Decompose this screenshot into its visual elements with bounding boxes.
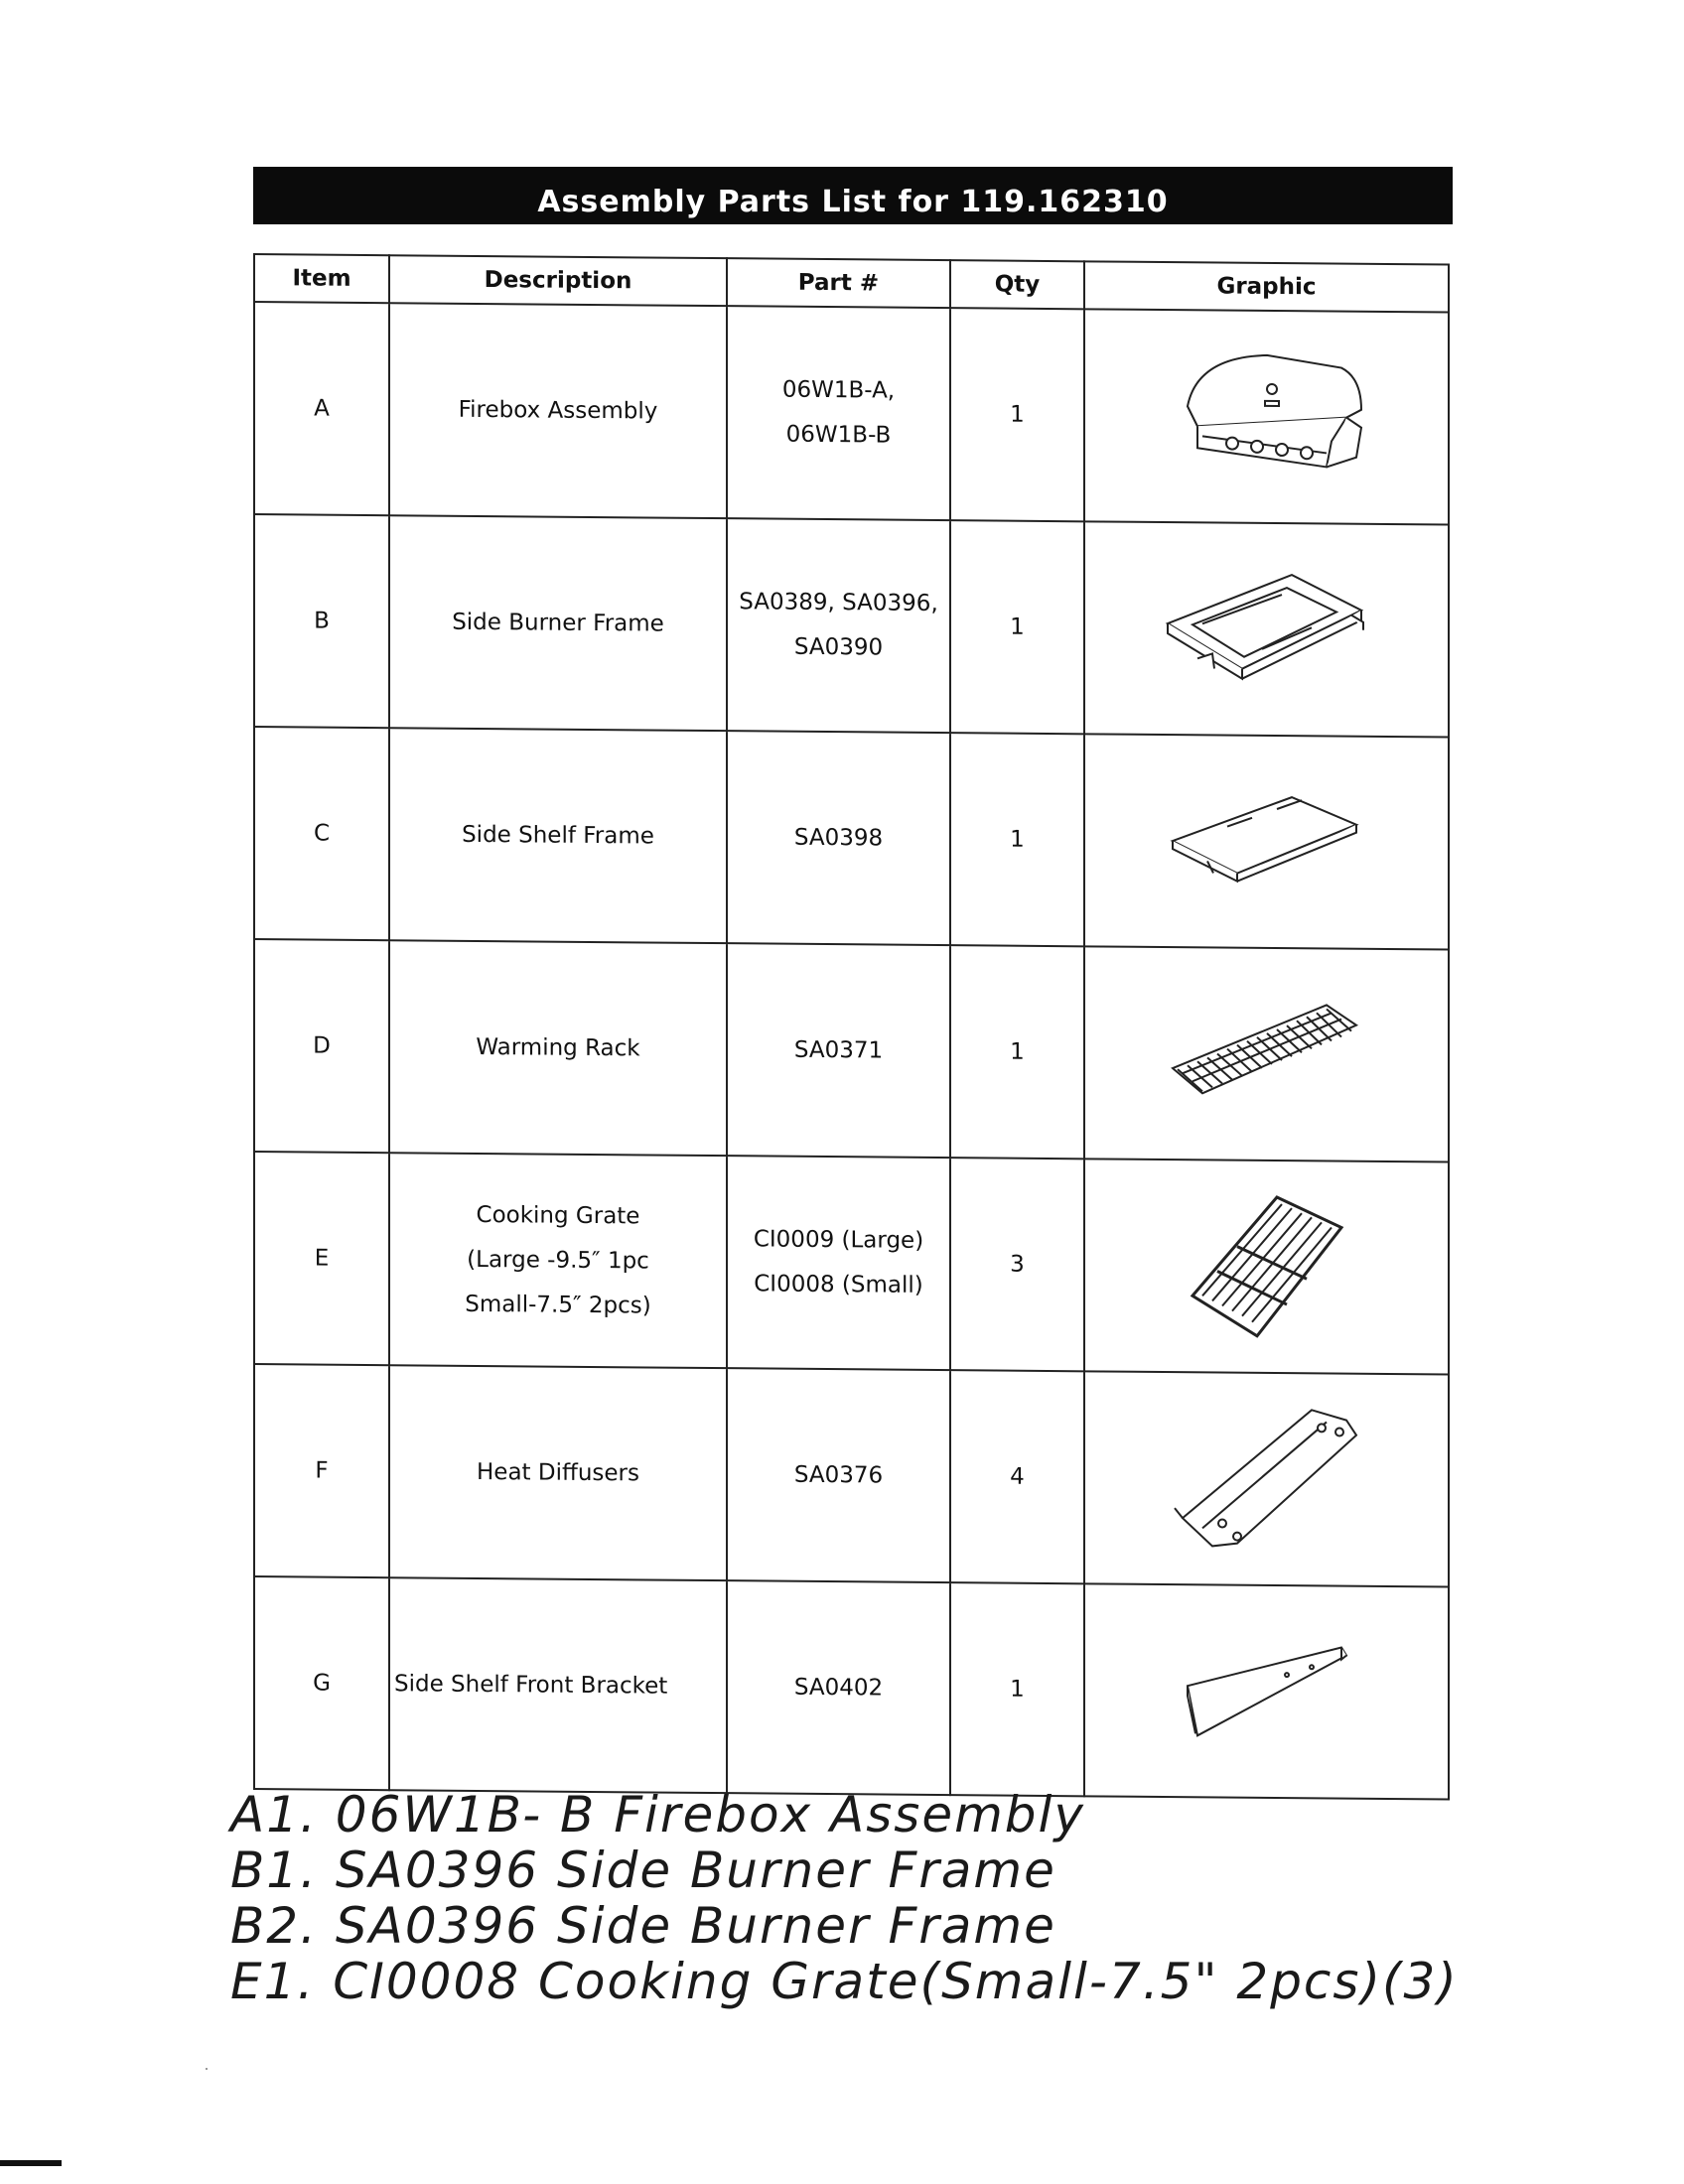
part-cell	[727, 518, 950, 733]
qty-cell: 1	[950, 945, 1084, 1159]
description-line: Side Shelf Front Bracket	[394, 1670, 668, 1700]
description-cell	[389, 1153, 727, 1368]
warming-rack-icon	[1158, 994, 1376, 1115]
bracket-icon	[1168, 1636, 1366, 1747]
cooking-grate-icon	[1168, 1176, 1366, 1357]
qty-cell: 1	[950, 733, 1084, 946]
qty-cell: 1	[950, 520, 1084, 734]
column-header-item: Item	[254, 254, 389, 303]
column-header-qty: Qty	[950, 260, 1084, 309]
table-row	[254, 1364, 1449, 1586]
table-row	[254, 939, 1449, 1161]
part-cell	[727, 306, 950, 520]
graphic-cell	[1084, 521, 1449, 737]
graphic-cell	[1084, 1371, 1449, 1586]
table-row	[254, 514, 1449, 737]
description-cell	[389, 728, 727, 943]
part-line: 06W1B-A,	[781, 376, 896, 404]
part-cell	[727, 943, 950, 1158]
graphic-cell	[1084, 946, 1449, 1161]
qty-cell: 1	[950, 1582, 1084, 1796]
side-shelf-icon	[1158, 781, 1376, 902]
table-row	[254, 1576, 1449, 1799]
part-cell	[727, 731, 950, 945]
part-line: SA0402	[793, 1674, 884, 1702]
table-row	[254, 302, 1449, 524]
graphic-cell	[1084, 734, 1449, 949]
page-title: Assembly Parts List for 119.162310	[537, 185, 1169, 219]
part-line: SA0376	[793, 1461, 884, 1489]
column-header-description: Description	[389, 255, 727, 306]
title-bar	[253, 167, 1453, 224]
scan-speck	[206, 2068, 208, 2070]
description-cell	[389, 515, 727, 731]
graphic-cell	[1084, 1583, 1449, 1799]
description-line: Small-7.5″ 2pcs)	[465, 1291, 651, 1318]
scan-corner-mark	[0, 2160, 62, 2166]
column-header-part: Part #	[727, 258, 950, 308]
handwritten-notes	[230, 1787, 1521, 2009]
item-cell: B	[254, 514, 389, 728]
item-cell: E	[254, 1152, 389, 1365]
grill-firebox-icon	[1158, 337, 1376, 497]
side-burner-frame-icon	[1153, 559, 1381, 700]
qty-cell: 4	[950, 1370, 1084, 1583]
description-line: Side Burner Frame	[452, 609, 664, 637]
table-row	[254, 727, 1449, 949]
description-line: Heat Diffusers	[477, 1458, 639, 1486]
parts-table	[253, 253, 1450, 1801]
part-cell	[727, 1368, 950, 1582]
description-cell	[389, 940, 727, 1156]
description-line: Side Shelf Frame	[462, 821, 654, 850]
note-line: B1. SA0396 Side Burner Frame	[230, 1842, 1056, 1899]
item-cell: A	[254, 302, 389, 515]
description-line: Firebox Assembly	[458, 396, 658, 425]
item-cell: G	[254, 1576, 389, 1790]
qty-cell: 3	[950, 1158, 1084, 1371]
graphic-cell	[1084, 1159, 1449, 1374]
description-cell	[389, 303, 727, 518]
part-line: SA0398	[793, 824, 884, 852]
part-line: SA0371	[793, 1036, 884, 1064]
part-line: CI0008 (Small)	[754, 1271, 923, 1298]
item-cell: F	[254, 1364, 389, 1577]
part-line: SA0390	[793, 633, 884, 661]
note-line: E1. CI0008 Cooking Grate(Small-7.5" 2pcs)(3)	[230, 1953, 1459, 2010]
part-line: CI0009 (Large)	[753, 1226, 924, 1254]
qty-cell: 1	[950, 308, 1084, 521]
graphic-cell	[1084, 309, 1449, 524]
description-line: Cooking Grate	[476, 1201, 640, 1229]
description-cell	[389, 1365, 727, 1580]
heat-diffuser-icon	[1163, 1389, 1371, 1570]
note-line: A1. 06W1B- B Firebox Assembly	[230, 1786, 1086, 1843]
table-row	[254, 1152, 1449, 1374]
part-cell	[727, 1580, 950, 1795]
part-line: 06W1B-B	[785, 421, 892, 449]
column-header-graphic: Graphic	[1084, 261, 1449, 312]
note-line: B2. SA0396 Side Burner Frame	[230, 1897, 1056, 1955]
description-cell	[389, 1577, 727, 1793]
item-cell: C	[254, 727, 389, 940]
item-cell: D	[254, 939, 389, 1153]
description-line: Warming Rack	[476, 1033, 640, 1061]
description-line: (Large -9.5″ 1pc	[467, 1246, 649, 1274]
part-line: SA0389, SA0396,	[739, 589, 938, 617]
part-cell	[727, 1156, 950, 1370]
